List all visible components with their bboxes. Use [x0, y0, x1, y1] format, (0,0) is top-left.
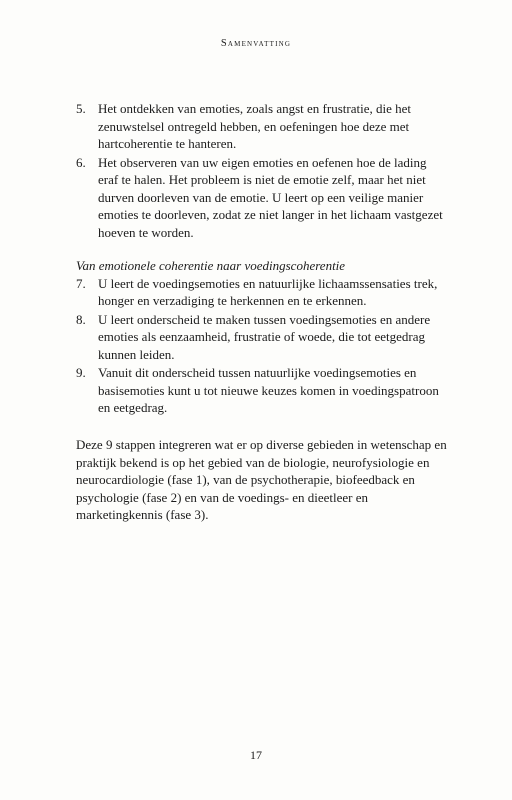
list-item [76, 311, 446, 364]
item-text: Het observeren van uw eigen emoties en oefenen hoe de lading eraf te halen. Het probleem is niet de emotie zelf, maar het niet durven doorleven van de emotie. U leert op een veilige manier emoties te doorleven, zodat ze niet langer in het lichaam vastgezet hoeven te worden. [98, 154, 443, 240]
item-number: 6. [76, 154, 86, 170]
item-number: 7. [76, 275, 86, 291]
item-text: U leert de voedingsemoties en natuurlijke lichaamssensaties trek, honger en verzadiging te herkennen en te erkennen. [98, 275, 438, 308]
content-block [76, 100, 446, 417]
list-item [76, 154, 446, 242]
numbered-list-a [76, 100, 446, 241]
page-number: 17 [250, 748, 262, 762]
body-paragraph: Deze 9 stappen integreren wat er op diverse gebieden in wetenschap en praktijk bekend is op het gebied van de biologie, neurofysiologie en neurocardiologie (fase 1), van de psychotherapie, biofeedback en psychologie (fase 2) en van de voedings- en dieetleer en marketingkennis (fase 3). [76, 437, 447, 522]
list-item [76, 275, 446, 310]
list-item [76, 364, 446, 417]
numbered-list-b [76, 275, 446, 417]
list-item [76, 100, 446, 153]
section-subheading: Van emotionele coherentie naar voedingscoherentie [76, 258, 346, 273]
running-header: Samenvatting [220, 38, 292, 49]
item-number: 9. [76, 365, 86, 380]
item-text: Vanuit dit onderscheid tussen natuurlijke voedingsemoties en basisemoties kunt u tot nieuwe keuzes komen in voedingspatroon en eetgedrag. [98, 365, 439, 415]
item-text: U leert onderscheid te maken tussen voedingsemoties en andere emoties als eenzaamheid, frustratie of woede, die tot eetgedrag kunnen leiden. [98, 311, 431, 362]
item-number: 8. [76, 311, 86, 327]
item-number: 5. [76, 101, 86, 116]
item-text: Het ontdekken van emoties, zoals angst en frustratie, die het zenuwstelsel ontregeld hebben, en oefeningen hoe deze met hartcoherentie te hanteren. [98, 101, 411, 151]
